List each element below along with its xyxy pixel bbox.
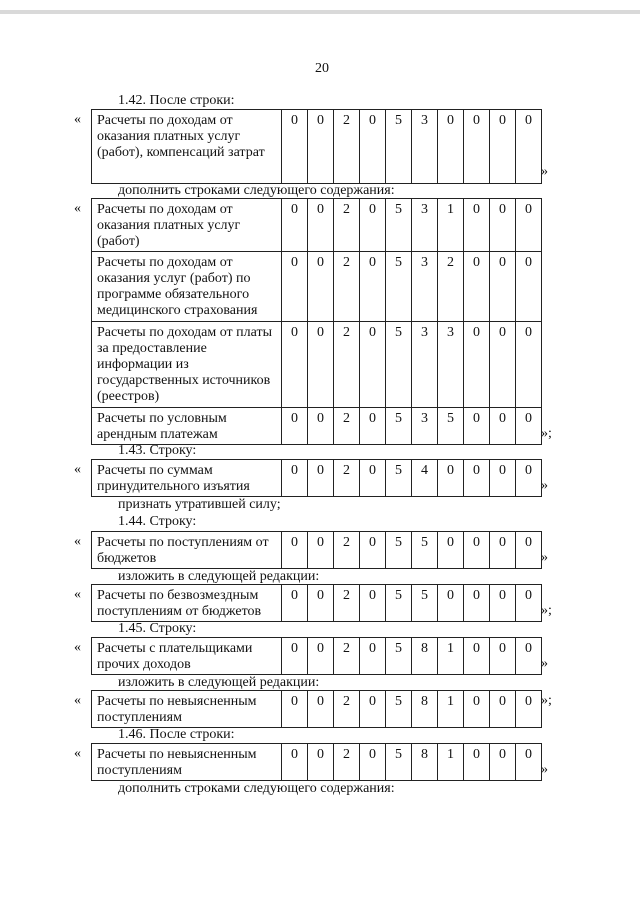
row-description: Расчеты с плательщиками прочих доходов: [92, 638, 282, 675]
code-digit: 0: [516, 110, 542, 184]
close-quote: »;: [541, 603, 552, 618]
code-digit: 0: [516, 744, 542, 781]
code-digit: 0: [282, 408, 308, 445]
open-quote: «: [74, 746, 81, 761]
row-description: Расчеты по доходам от оказания платных услуг (работ): [92, 199, 282, 252]
table-row: [92, 638, 542, 675]
scan-top-edge: [0, 10, 640, 14]
code-digit: 5: [438, 408, 464, 445]
code-digit: 5: [386, 532, 412, 569]
account-table-1-45: [91, 637, 542, 675]
close-quote: »: [541, 550, 548, 565]
code-digit: 5: [412, 585, 438, 622]
code-digit: 0: [282, 532, 308, 569]
code-digit: 0: [360, 199, 386, 252]
code-digit: 0: [282, 638, 308, 675]
code-digit: 0: [490, 460, 516, 497]
section-1-45-title: 1.45. Строку:: [118, 621, 197, 636]
code-digit: 0: [464, 460, 490, 497]
code-digit: 0: [360, 691, 386, 728]
code-digit: 3: [412, 110, 438, 184]
open-quote: «: [74, 462, 81, 477]
section-1-42-title: 1.42. После строки:: [118, 93, 235, 108]
row-description: Расчеты по невыясненным поступлениям: [92, 744, 282, 781]
code-digit: 0: [308, 110, 334, 184]
code-digit: 0: [490, 408, 516, 445]
account-table-1-43: [91, 459, 542, 497]
code-digit: 5: [386, 199, 412, 252]
close-quote: »;: [541, 426, 552, 441]
account-table-1-44: [91, 531, 542, 569]
section-1-43-instruction: признать утратившей силу;: [118, 497, 281, 512]
code-digit: 0: [438, 460, 464, 497]
code-digit: 4: [412, 460, 438, 497]
row-description: Расчеты по доходам от платы за предоставление информации из государственных источников (реестров): [92, 322, 282, 408]
code-digit: 0: [308, 199, 334, 252]
table-row: [92, 110, 542, 184]
code-digit: 0: [464, 408, 490, 445]
code-digit: 0: [360, 252, 386, 322]
code-digit: 3: [438, 322, 464, 408]
close-quote: »: [541, 478, 548, 493]
code-digit: 0: [490, 252, 516, 322]
code-digit: 2: [334, 585, 360, 622]
code-digit: 0: [464, 532, 490, 569]
code-digit: 0: [438, 585, 464, 622]
row-description: Расчеты по доходам от оказания услуг (работ) по программе обязательного медицинского страхования: [92, 252, 282, 322]
code-digit: 0: [464, 638, 490, 675]
open-quote: «: [74, 587, 81, 602]
code-digit: 0: [490, 691, 516, 728]
code-digit: 3: [412, 252, 438, 322]
section-1-46-instruction: дополнить строками следующего содержания:: [118, 781, 395, 796]
section-1-46-title: 1.46. После строки:: [118, 727, 235, 742]
code-digit: 0: [308, 408, 334, 445]
code-digit: 0: [490, 199, 516, 252]
open-quote: «: [74, 201, 81, 216]
table-row: [92, 744, 542, 781]
code-digit: 0: [490, 585, 516, 622]
code-digit: 5: [386, 252, 412, 322]
code-digit: 0: [360, 744, 386, 781]
page-number: 20: [315, 61, 329, 76]
section-1-45-instruction: изложить в следующей редакции:: [118, 675, 320, 690]
code-digit: 5: [386, 691, 412, 728]
row-description: Расчеты по условным арендным платежам: [92, 408, 282, 445]
code-digit: 0: [308, 691, 334, 728]
code-digit: 0: [308, 322, 334, 408]
close-quote: »;: [541, 693, 552, 708]
section-1-44-instruction: изложить в следующей редакции:: [118, 569, 320, 584]
code-digit: 0: [516, 322, 542, 408]
code-digit: 0: [282, 252, 308, 322]
close-quote: »: [541, 656, 548, 671]
code-digit: 1: [438, 638, 464, 675]
account-table-1-45-new: [91, 690, 542, 728]
open-quote: «: [74, 112, 81, 127]
code-digit: 0: [464, 691, 490, 728]
section-1-44-title: 1.44. Строку:: [118, 514, 197, 529]
code-digit: 2: [334, 110, 360, 184]
code-digit: 0: [516, 585, 542, 622]
open-quote: «: [74, 640, 81, 655]
account-table-1-46: [91, 743, 542, 781]
code-digit: 2: [334, 252, 360, 322]
code-digit: 0: [464, 744, 490, 781]
code-digit: 1: [438, 691, 464, 728]
row-description: Расчеты по безвозмездным поступлениям от бюджетов: [92, 585, 282, 622]
code-digit: 3: [412, 322, 438, 408]
table-row: [92, 199, 542, 252]
code-digit: 0: [516, 691, 542, 728]
code-digit: 0: [360, 322, 386, 408]
open-quote: «: [74, 693, 81, 708]
account-table-1-44-new: [91, 584, 542, 622]
code-digit: 3: [412, 199, 438, 252]
code-digit: 0: [490, 322, 516, 408]
code-digit: 2: [334, 322, 360, 408]
code-digit: 0: [490, 744, 516, 781]
code-digit: 0: [464, 252, 490, 322]
code-digit: 8: [412, 744, 438, 781]
code-digit: 5: [386, 110, 412, 184]
open-quote: «: [74, 534, 81, 549]
code-digit: 2: [334, 638, 360, 675]
code-digit: 5: [386, 585, 412, 622]
code-digit: 5: [386, 744, 412, 781]
code-digit: 2: [334, 532, 360, 569]
code-digit: 0: [360, 110, 386, 184]
code-digit: 0: [308, 532, 334, 569]
close-quote: »: [541, 164, 548, 179]
code-digit: 0: [490, 638, 516, 675]
code-digit: 0: [282, 691, 308, 728]
row-description: Расчеты по доходам от оказания платных услуг (работ), компенсаций затрат: [92, 110, 282, 184]
code-digit: 0: [282, 460, 308, 497]
table-row: [92, 585, 542, 622]
row-description: Расчеты по поступлениям от бюджетов: [92, 532, 282, 569]
code-digit: 0: [360, 585, 386, 622]
code-digit: 0: [516, 638, 542, 675]
code-digit: 0: [360, 532, 386, 569]
close-quote: »: [541, 762, 548, 777]
row-description: Расчеты по невыясненным поступлениям: [92, 691, 282, 728]
code-digit: 2: [334, 408, 360, 445]
code-digit: 0: [282, 199, 308, 252]
code-digit: 0: [282, 110, 308, 184]
code-digit: 5: [386, 408, 412, 445]
code-digit: 0: [516, 408, 542, 445]
code-digit: 2: [334, 460, 360, 497]
table-row: [92, 460, 542, 497]
table-row: [92, 322, 542, 408]
code-digit: 1: [438, 199, 464, 252]
table-row: [92, 532, 542, 569]
table-row: [92, 252, 542, 322]
code-digit: 0: [490, 532, 516, 569]
code-digit: 0: [360, 408, 386, 445]
code-digit: 8: [412, 638, 438, 675]
code-digit: 0: [308, 638, 334, 675]
code-digit: 0: [490, 110, 516, 184]
code-digit: 0: [464, 199, 490, 252]
code-digit: 3: [412, 408, 438, 445]
table-row: [92, 408, 542, 445]
row-description: Расчеты по суммам принудительного изъятия: [92, 460, 282, 497]
code-digit: 5: [412, 532, 438, 569]
code-digit: 5: [386, 322, 412, 408]
code-digit: 5: [386, 460, 412, 497]
code-digit: 8: [412, 691, 438, 728]
table-row: [92, 691, 542, 728]
code-digit: 0: [282, 744, 308, 781]
code-digit: 0: [282, 322, 308, 408]
code-digit: 0: [516, 252, 542, 322]
code-digit: 0: [308, 585, 334, 622]
section-1-42-instruction: дополнить строками следующего содержания:: [118, 183, 395, 198]
code-digit: 0: [464, 110, 490, 184]
code-digit: 0: [438, 110, 464, 184]
code-digit: 0: [516, 199, 542, 252]
code-digit: 0: [438, 532, 464, 569]
section-1-43-title: 1.43. Строку:: [118, 443, 197, 458]
code-digit: 0: [360, 460, 386, 497]
code-digit: 0: [308, 252, 334, 322]
code-digit: 0: [464, 322, 490, 408]
code-digit: 2: [334, 691, 360, 728]
code-digit: 0: [308, 460, 334, 497]
code-digit: 0: [516, 532, 542, 569]
code-digit: 0: [282, 585, 308, 622]
code-digit: 2: [334, 199, 360, 252]
code-digit: 2: [438, 252, 464, 322]
code-digit: 5: [386, 638, 412, 675]
account-table-added-rows: [91, 198, 542, 445]
code-digit: 0: [464, 585, 490, 622]
code-digit: 1: [438, 744, 464, 781]
code-digit: 0: [360, 638, 386, 675]
code-digit: 2: [334, 744, 360, 781]
code-digit: 0: [516, 460, 542, 497]
code-digit: 0: [308, 744, 334, 781]
account-table-1-42: [91, 109, 542, 184]
